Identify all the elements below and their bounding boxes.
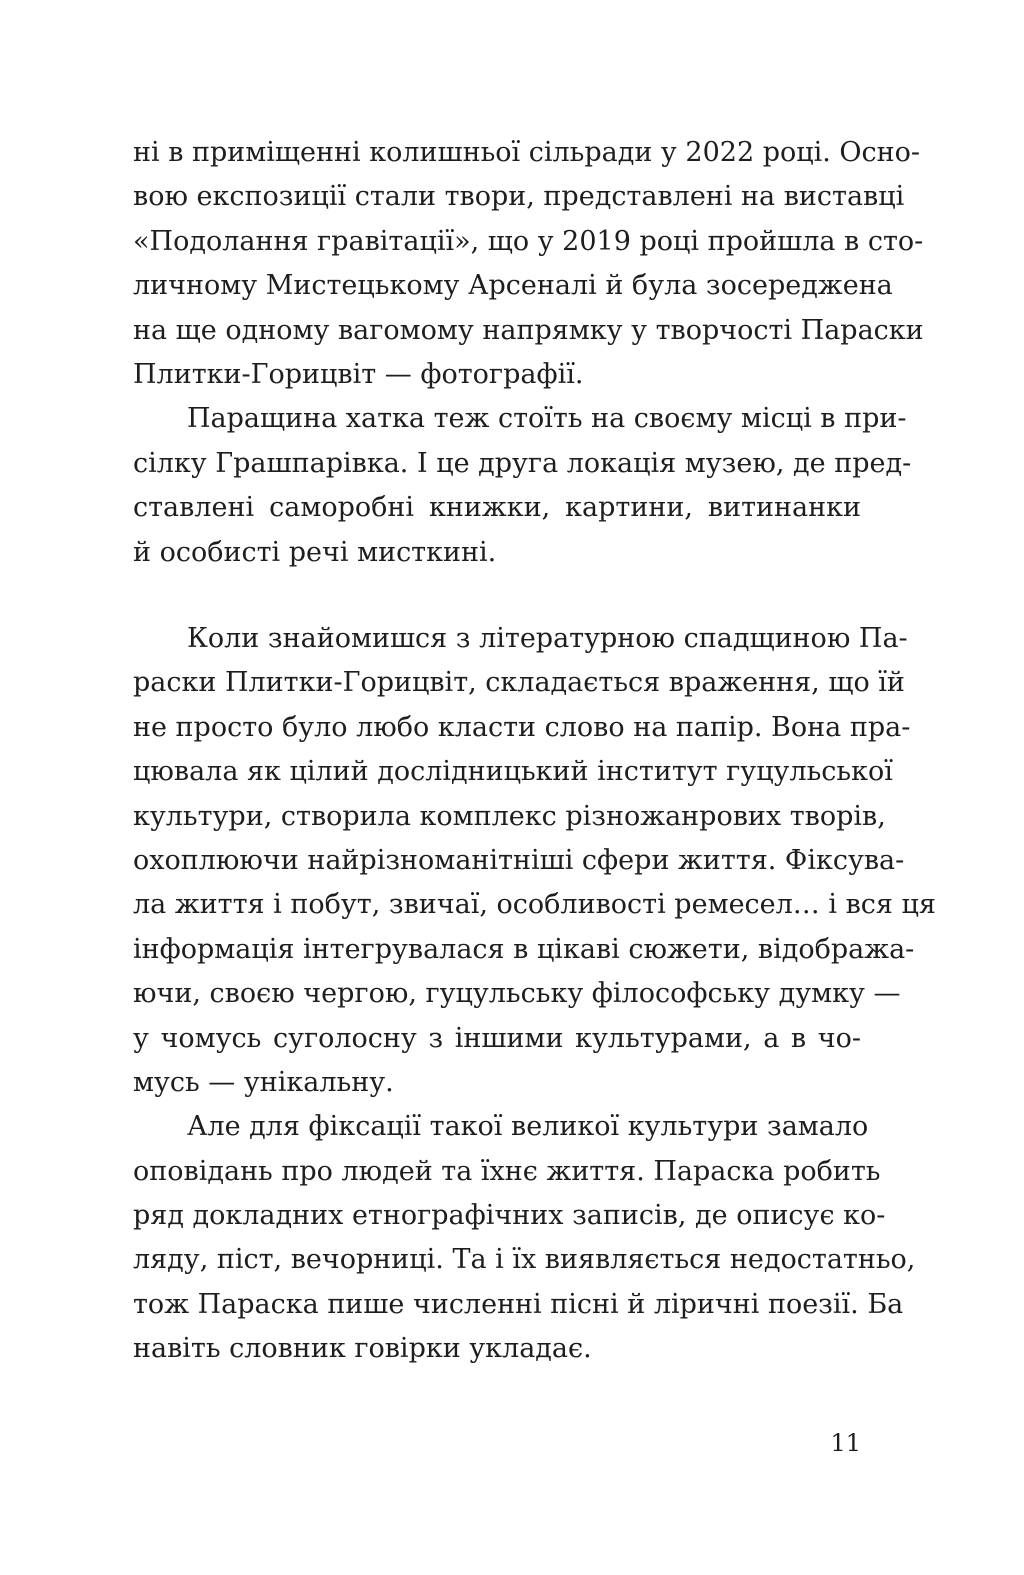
text-line: інформація інтегрувалася в цікаві сюжети, відобража-: [133, 933, 915, 965]
text-block-bottom: [133, 617, 936, 1372]
text-line: не просто було любо класти слово на папір. Вона пра-: [133, 711, 911, 743]
paragraph: [133, 617, 936, 1105]
paragraph: [133, 131, 924, 397]
text-line: на ще одному вагомому напрямку у творчості Параски: [133, 314, 924, 346]
text-line: ла життя і побут, звичаї, особливості ремесел… і вся ця: [133, 889, 936, 921]
text-line: ряд докладних етнографічних записів, де описує ко-: [133, 1200, 886, 1232]
text-line: Паращина хатка теж стоїть на своєму місці в при-: [187, 403, 907, 435]
text-line: раски Плитки-Горицвіт, складається враження, що їй: [133, 667, 905, 699]
text-line: Але для фіксації такої великої культури замало: [187, 1111, 869, 1143]
text-line: сілку Грашпарівка. І це друга локація музею, де пред-: [133, 447, 912, 479]
text-line: личному Мистецькому Арсеналі й була зосереджена: [133, 270, 893, 302]
text-block-top: [133, 131, 924, 575]
text-line: оповідань про людей та їхнє життя. Параска робить: [133, 1155, 881, 1187]
text-line: ні в приміщенні колишньої сільради у 2022 році. Осно-: [133, 137, 921, 168]
text-line: культури, створила комплекс різножанрових творів,: [133, 800, 886, 832]
paragraph: [133, 397, 912, 575]
text-line: мусь — унікальну.: [133, 1066, 394, 1098]
text-line: й особисті речі мисткині.: [133, 536, 497, 568]
text-line: Коли знайомишся з літературною спадщиною Па-: [187, 623, 908, 654]
text-line: Плитки-Горицвіт — фотографії.: [133, 358, 584, 390]
text-line: «Подолання гравітації», що у 2019 році пройшла в сто-: [133, 225, 924, 257]
text-line: ючи, своєю чергою, гуцульську філософську думку —: [133, 978, 901, 1010]
text-line: ляду, піст, вечорниці. Та і їх виявляється недостатньо,: [133, 1244, 916, 1276]
text-line: у чомусь суголосну з іншими культурами, а в чо-: [133, 1022, 861, 1054]
page-number: 11: [830, 1429, 861, 1457]
text-line: цювала як цілий дослідницький інститут гуцульської: [133, 756, 893, 788]
text-line: тож Параска пише численні пісні й ліричні поезії. Ба: [133, 1288, 904, 1320]
text-line: навіть словник говірки укладає.: [133, 1333, 592, 1365]
text-line: охоплюючи найрізноманітніші сфери життя. Фіксува-: [133, 844, 905, 876]
paragraph: [133, 1105, 916, 1371]
text-line: вою експозиції стали твори, представлені на виставці: [133, 181, 905, 213]
text-line: ставлені саморобні книжки, картини, витинанки: [133, 492, 861, 524]
